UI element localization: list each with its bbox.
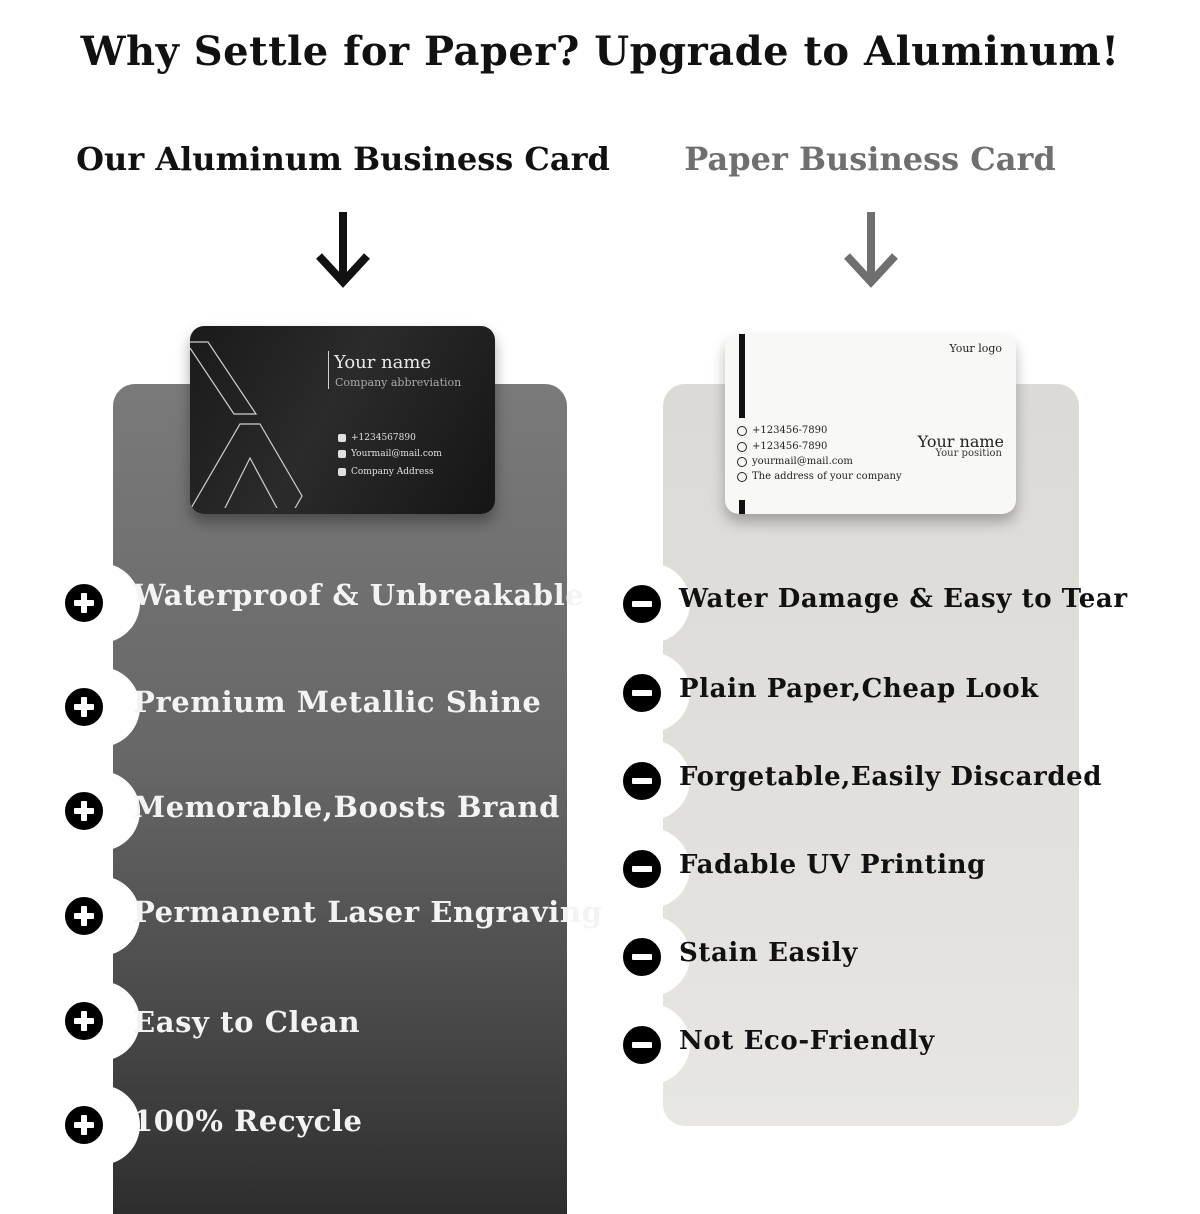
paper-card — [725, 334, 1016, 514]
card-phone-alt-text: +123456-7890 — [752, 441, 828, 452]
card-position: Your position — [935, 448, 1002, 459]
aluminum-card — [190, 326, 495, 514]
minus-circle-icon — [620, 847, 664, 891]
minus-circle-icon — [620, 582, 664, 626]
minus-circle-icon — [620, 1023, 664, 1067]
card-phone-text: +1234567890 — [351, 433, 416, 443]
card-phone-text: +123456-7890 — [752, 425, 828, 436]
card-email — [737, 456, 853, 467]
card-name: Your name — [917, 432, 1004, 451]
aluminum-heading: Our Aluminum Business Card — [76, 140, 610, 178]
con-item: Stain Easily — [679, 938, 858, 968]
mail-icon — [737, 457, 747, 467]
arrow-down-icon — [315, 212, 371, 290]
minus-circle-icon — [620, 759, 664, 803]
con-item: Fadable UV Printing — [679, 850, 986, 880]
con-item: Plain Paper,Cheap Look — [679, 674, 1039, 704]
card-accent-bar — [739, 500, 745, 514]
location-icon — [338, 468, 346, 476]
pro-item: Easy to Clean — [133, 1005, 361, 1039]
card-phone-alt — [737, 441, 827, 452]
card-address — [737, 471, 902, 482]
plus-circle-icon — [62, 685, 106, 729]
paper-heading: Paper Business Card — [684, 140, 1056, 178]
card-email — [338, 449, 442, 459]
card-logo-icon — [190, 338, 310, 508]
arrow-down-icon — [843, 212, 899, 290]
pro-item: Premium Metallic Shine — [133, 685, 542, 719]
minus-circle-icon — [620, 671, 664, 715]
card-logo-text: Your logo — [949, 342, 1002, 355]
plus-circle-icon — [62, 581, 106, 625]
con-item: Not Eco-Friendly — [679, 1026, 935, 1056]
plus-circle-icon — [62, 789, 106, 833]
card-company-abbreviation: Company abbreviation — [335, 376, 462, 389]
pro-item: Memorable,Boosts Brand — [133, 790, 560, 824]
fax-icon — [737, 442, 747, 452]
location-icon — [737, 472, 747, 482]
mail-icon — [338, 450, 346, 458]
card-address — [338, 467, 434, 477]
phone-icon — [338, 434, 346, 442]
card-phone — [737, 425, 827, 436]
card-email-text: Yourmail@mail.com — [351, 449, 442, 459]
pro-item: 100% Recycle — [133, 1104, 363, 1138]
pro-item: Waterproof & Unbreakable — [133, 578, 585, 612]
con-item: Forgetable,Easily Discarded — [679, 762, 1103, 792]
card-address-text: Company Address — [351, 467, 434, 477]
plus-circle-icon — [62, 894, 106, 938]
page-title: Why Settle for Paper? Upgrade to Aluminum! — [80, 28, 1120, 75]
phone-icon — [737, 426, 747, 436]
pro-item: Permanent Laser Engraving — [133, 895, 603, 929]
plus-circle-icon — [62, 999, 106, 1043]
con-item: Water Damage & Easy to Tear — [679, 584, 1128, 614]
plus-circle-icon — [62, 1103, 106, 1147]
minus-circle-icon — [620, 935, 664, 979]
card-accent-bar — [739, 334, 745, 418]
card-email-text: yourmail@mail.com — [752, 456, 853, 467]
card-address-text: The address of your company — [752, 471, 902, 482]
card-name: Your name — [334, 352, 432, 373]
card-divider — [328, 351, 329, 389]
card-phone — [338, 433, 416, 443]
